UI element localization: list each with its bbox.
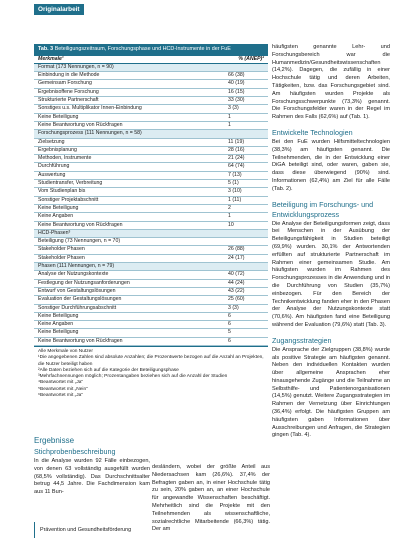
row-value: 40 (72)	[228, 271, 245, 278]
row-label: Forschungsprozess (111 Nennungen, n = 58)	[38, 130, 142, 137]
paragraph-sample: In die Analyse wurden 92 Fälle einbezogen, von denen 63 vollständig ausgefüllt wurden (68,5% vollständig). Das Durchschnittsalter betrug 44,5 Jahre. Die Fachdimension kam aus 11 Bun-	[34, 458, 150, 496]
row-value	[228, 130, 264, 137]
row-label: Keine Beteiligung	[38, 312, 79, 319]
table-group-row	[34, 263, 268, 271]
row-label: Keine Angaben	[38, 213, 74, 220]
row-value	[228, 263, 264, 270]
table-row	[34, 222, 268, 230]
row-label: Strukturierte Partnerschaft	[38, 97, 99, 104]
table-row	[34, 180, 268, 188]
column-header-value: % (ANEP)²	[238, 55, 264, 62]
table-column-header	[34, 56, 268, 64]
table-row	[34, 163, 268, 171]
row-value: 28 (16)	[228, 146, 245, 153]
row-label: Phasen (111 Nennungen, n = 79)	[38, 263, 115, 270]
subheading-access: Zugangsstrategien	[272, 335, 332, 345]
table-row	[34, 147, 268, 155]
table-row	[34, 72, 268, 80]
row-value	[228, 64, 264, 71]
row-value: 5	[228, 329, 231, 336]
row-value: 3 (3)	[228, 304, 239, 311]
row-label: Ergebnisplanung	[38, 146, 77, 153]
table-row	[34, 172, 268, 180]
table-group-row	[34, 64, 268, 72]
row-value: 3 (3)	[228, 105, 239, 112]
table-label: Tab. 3	[38, 46, 54, 52]
row-label: Keine Beantwortung von Rückfragen	[38, 121, 123, 128]
table-row	[34, 105, 268, 113]
table-row	[34, 280, 268, 288]
row-value: 24 (17)	[228, 254, 245, 261]
table-group-row	[34, 230, 268, 238]
table-note: Alle Merkmale von Nutzer	[38, 348, 93, 354]
row-value: 40 (19)	[228, 80, 245, 87]
row-value: 3 (10)	[228, 188, 242, 195]
row-value: 43 (22)	[228, 287, 245, 294]
table-row	[34, 114, 268, 122]
table-notes	[34, 346, 268, 399]
row-label: Keine Angaben	[38, 321, 74, 328]
table-row	[34, 329, 268, 337]
row-label: Keine Beteiligung	[38, 329, 79, 336]
row-value: 64 (74)	[228, 163, 245, 170]
table-note: ²Alle Daten beziehen sich auf die Kategorie der Beteiligungsphase	[38, 367, 179, 373]
table-note: ¹Die angegebenen Zahlen sind absolute Anzahlen; die Prozentwerte bezogen auf die Anzahl an Projekten, die Nutzer beteiligt haben	[38, 355, 264, 367]
row-value: 1	[228, 113, 231, 120]
article-type-tag: Originalarbeit	[34, 4, 84, 15]
table-note: ³Mehrfachnennungen möglich; Prozentangaben beziehen sich auf die Anzahl der Studien	[38, 374, 228, 380]
subheading-sample: Stichprobenbeschreibung	[34, 447, 116, 456]
row-label: Einbindung in die Methode	[38, 72, 100, 79]
table-note: ⁶Beantwortet mit „Ja“	[38, 393, 83, 399]
row-label: Studientransfer, Verbreitung	[38, 180, 103, 187]
row-label: Gemeinsam Forschung	[38, 80, 92, 87]
table-caption	[34, 44, 268, 56]
row-value: 66 (38)	[228, 72, 245, 79]
left-column	[34, 436, 150, 503]
row-value: 6	[228, 337, 231, 344]
row-label: Sonstiges u.s. Multiplikator Innen-Einbindung	[38, 105, 142, 112]
table-row	[34, 122, 268, 130]
row-value: 25 (60)	[228, 296, 245, 303]
row-label: Keine Beantwortung von Rückfragen	[38, 221, 123, 228]
paragraph-access: Die Ansprache der Zielgruppen (38,8%) wurde als positive Strategie am häufigsten genannt. Neben den individuellen Kontakten wurden über allgemeine Ansprachen eher hinausgehende Zugänge und die Teilnahme an Selbsthilfe- und Patientenorganisationen (14,5%) genutzt. Weitere Zugangsstrategien im Rahmen der Vernetzung über Einrichtungen (36,4%) erfolgt. Die häufigsten Gruppen am häufigsten gaben Informationen über Ausschreibungen und Anfragen, die Strategien gingen (Tab. 4).	[272, 346, 390, 439]
row-label: Ergebnisoffene Forschung	[38, 88, 99, 95]
row-value: 2	[228, 204, 231, 211]
row-label: Auswertung	[38, 171, 66, 178]
paragraph-technologies: Bei den FuE wurden Hilfsmitteltechnologien (38,3%) am häufigsten genannt. Die Teilnehmenden, die in der Entwicklung einer DiGA beteiligt sind, oder waren, gaben sie, dass diese überwiegend (90%) sind. Informationen (62,4%) am Ziel für alle Fälle (Tab. 2).	[272, 138, 390, 192]
table-row	[34, 188, 268, 196]
table-row	[34, 205, 268, 213]
row-label: Sonstiger Projektabschnitt	[38, 196, 99, 203]
row-label: Entwurf von Gestaltungslösungen	[38, 287, 116, 294]
row-label: Keine Beteiligung	[38, 204, 79, 211]
row-label: Zielsetzung	[38, 138, 65, 145]
table-row	[34, 321, 268, 329]
section-heading-results: Ergebnisse	[34, 436, 75, 445]
row-value: 1	[228, 213, 231, 220]
table-note: ⁴Beantwortet mit „Ja“	[38, 380, 83, 386]
row-label: Analyse der Nutzungskontexte	[38, 271, 109, 278]
table-row	[34, 238, 268, 246]
table-group-row	[34, 130, 268, 138]
row-label: Evaluation der Gestaltungslösungen	[38, 296, 122, 303]
table-row	[34, 89, 268, 97]
row-value: 16 (15)	[228, 88, 245, 95]
table-row	[34, 155, 268, 163]
row-label: Durchführung	[38, 163, 70, 170]
row-label: Stakeholder Phasen	[38, 246, 85, 253]
table-row	[34, 139, 268, 147]
table-row	[34, 97, 268, 105]
paragraph-participation: Die Analyse der Beteiligungsformen zeigt, dass bei Menschen in der Ausübung der Beteiligungsfähigkeit in Studien beteiligt (69,9%) wurden. 30,1% der Antwortenden erfüllten auf strukturierte Partnerschaft im Rahmen einer gemeinsamen Studie. Am häufigsten wurden im Rahmen des Forschungsprozesses in die Anwendung und in die Durchführung von Studien (35,7%) einbezogen. Für den Bereich der Technikentwicklung fanden eher in den Phasen der Analyse der Nutzungskontexte statt (70,6%). Am häufigsten fand eine Beteiligung während der Evaluation (79,6%) statt (Tab. 3).	[272, 220, 390, 328]
row-value: 5 (1)	[228, 180, 239, 187]
row-label: Stakeholder Phasen	[38, 254, 85, 261]
row-label: Sonstiger Durchführungsabschnitt	[38, 304, 117, 311]
row-label: Keine Beantwortung von Rückfragen	[38, 337, 123, 344]
row-value: 44 (24)	[228, 279, 245, 286]
table-note: ⁵Beantwortet mit „Nein“	[38, 386, 88, 392]
row-value: 33 (30)	[228, 97, 245, 104]
subheading-technologies: Entwickelte Technologien	[272, 127, 353, 137]
table-row	[34, 288, 268, 296]
table-row	[34, 305, 268, 313]
table-row	[34, 213, 268, 221]
paragraph-research-areas: häufigsten genannte Lehr- und Forschungsbereich war die Humanmedizin/Gesundheitswissenschaften (14,2%). Dagegen, die zufällig in einer Hochschule tätig und deren Arbeiten, Tätigkeiten, bzw. das Forschungsgebiet sind. Am häufigsten wurden Projekte als Forschungsschwerpunkte (73,3%) genannt. Die Forschungsfelder waren in der Regel im Rahmen des Falls (62,6%) auf (Tab. 1).	[272, 44, 390, 121]
row-value: 6	[228, 312, 231, 319]
row-value	[228, 238, 264, 245]
table-row	[34, 296, 268, 304]
row-value: 26 (88)	[228, 246, 245, 253]
row-value	[228, 230, 264, 237]
row-value: 7 (13)	[228, 171, 242, 178]
page-footer: Prävention und Gesundheitsförderung	[34, 522, 274, 538]
row-value: 6	[228, 321, 231, 328]
row-value: 11 (19)	[228, 138, 245, 145]
right-column	[272, 44, 390, 446]
table-row	[34, 255, 268, 263]
column-header-item: Merkmale¹	[38, 55, 64, 62]
row-label: HCD-Phasen³	[38, 229, 71, 236]
subheading-participation: Beteiligung im Forschungs- und Entwicklungsprozess	[272, 199, 374, 219]
results-table	[34, 44, 268, 399]
table-row	[34, 246, 268, 254]
row-label: Festlegung der Nutzungsanforderungen	[38, 279, 130, 286]
table-body	[34, 64, 268, 346]
row-label: Beteiligung (73 Nennungen, n = 70)	[38, 238, 121, 245]
row-label: Vom Studienplan bis	[38, 188, 86, 195]
row-label: Keine Beteiligung	[38, 113, 79, 120]
row-value: 21 (24)	[228, 155, 245, 162]
row-value: 10	[228, 221, 234, 228]
paragraph-continued: desländern, wobei der größte Anteil aus Niedersachsen kam (26,6%). 37,4% der Befragten gaben an, in einer Hochschule tätig zu sein, 20% gaben an, an einer Hochschule für angewandte Wissenschaften beschäftigt. Mehrheitlich sind die Projekte mit den Teilnehmenden als wissenschaftliche, sozialrechtliche Mitarbeitende (66,3%) tätig. Der am	[152, 464, 270, 533]
row-value: 1	[228, 121, 231, 128]
row-label: Methoden, Instrumente	[38, 155, 92, 162]
table-row	[34, 197, 268, 205]
table-row	[34, 80, 268, 88]
table-title: Beteiligungszeitraum, Forschungsphase und HCD-Instrumente in der FuE	[54, 46, 231, 52]
table-row	[34, 338, 268, 346]
row-value: 1 (11)	[228, 196, 242, 203]
table-row	[34, 313, 268, 321]
table-row	[34, 271, 268, 279]
row-label: Format (173 Nennungen, n = 90)	[38, 63, 114, 70]
